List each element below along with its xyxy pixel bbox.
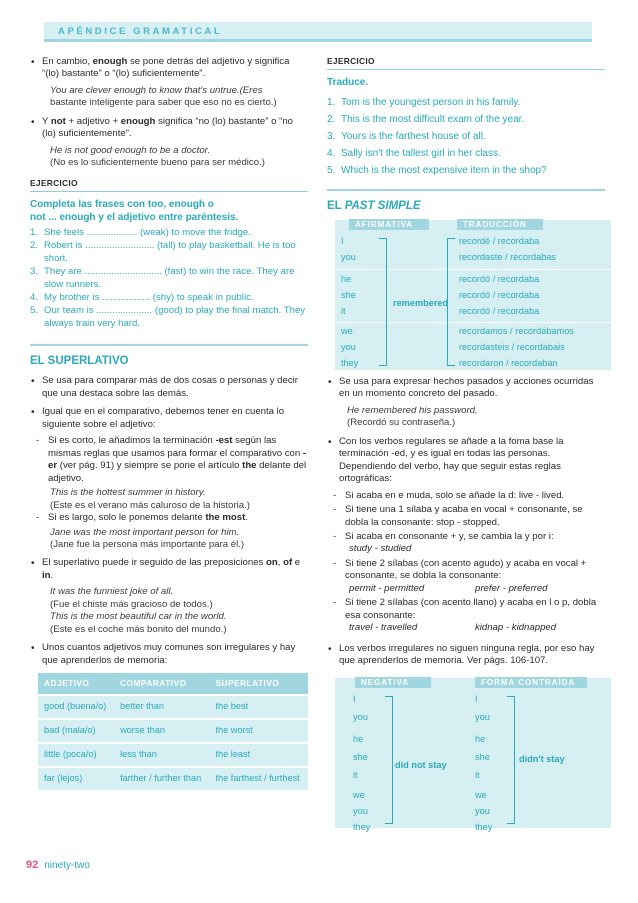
enough-rule-2: • Y not + adjetivo + enough significa “no (lo) bastante” o “no (lo) suficientemente”. (30, 116, 308, 141)
translation: recordó / recordaba (459, 273, 540, 284)
enough-example-2: He is not good enough to be a doctor. (50, 144, 211, 156)
superlative-example-2: Jane was the most important person for him. (50, 526, 240, 538)
pronoun: you (341, 341, 356, 352)
left-brace (385, 696, 393, 824)
table-row (38, 694, 308, 718)
past-example-1: He remembered his password. (347, 404, 478, 416)
pronoun: I (353, 693, 356, 704)
spelling-rule: - Si tiene 2 sílabas (con acento llano) y acaba en l o p, dobla esa consonante: travel - travelled kidnap - kidnapped (333, 597, 597, 634)
table-cell: the worst (209, 718, 308, 742)
irregular-superlatives-table (38, 673, 308, 790)
table-cell: less than (114, 742, 209, 766)
exercise-item: 2. This is the most difficult exam of the year. (327, 113, 525, 125)
superlative-rule-1: • Se usa para comparar más de dos cosas o personas y decir que una destaca sobre las demás. (30, 375, 308, 400)
pronoun: you (475, 711, 490, 722)
verb-form: remembered (393, 297, 449, 308)
past-rule-3: • Los verbos irregulares no siguen ninguna regla, por eso hay que aprenderlos de memoria. Ver págs. 106-107. (327, 643, 605, 668)
superlative-translation-3: (Fue el chiste más gracioso de todos.) (50, 598, 213, 610)
spelling-rule: - Si tiene 2 sílabas (con acento agudo) y acaba en vocal + consonante, se dobla la consonante: permit - permitted prefer - preferred (333, 557, 587, 594)
exercise-item: 4. Sally isn't the tallest girl in her class. (327, 147, 501, 159)
superlative-example-1: This is the hottest summer in history. (50, 487, 206, 499)
pronoun: they (353, 821, 371, 832)
table-row (38, 742, 308, 766)
table-cell: farther / further than (114, 766, 209, 790)
table-cell: little (poca/o) (38, 742, 114, 766)
spelling-rule: - Si acaba en e muda, solo se añade la d: live - lived. (333, 489, 565, 501)
superlative-rule-2: • Igual que en el comparativo, debemos tener en cuenta lo siguiente sobre el adjetivo: (30, 406, 308, 431)
exercise-item: 5. Which is the most expensive item in the shop? (327, 164, 547, 176)
translation: recordó / recordaba (459, 305, 540, 316)
exercise-item: 3. They are ............................. (fast) to win the race. They are slow runners. (30, 266, 295, 290)
table-cell: bad (mala/o) (38, 718, 114, 742)
column-header: SUPERLATIVO (209, 673, 308, 694)
contracted-form-tab: FORMA CONTRAÍDA (475, 677, 587, 688)
past-simple-title: EL PAST SIMPLE (327, 189, 605, 214)
pronoun: it (353, 769, 358, 780)
pronoun: we (341, 325, 353, 336)
pronoun: it (475, 769, 480, 780)
past-translation-1: (Recordó su contraseña.) (347, 417, 456, 429)
right-brace (447, 238, 455, 366)
pronoun: she (353, 751, 368, 762)
pronoun: they (475, 821, 493, 832)
pronoun: I (341, 235, 344, 246)
negative-verb-form: did not stay (395, 759, 447, 770)
negative-table (335, 677, 611, 832)
superlative-translation-2: (Jane fue la persona más importante para él.) (50, 538, 245, 550)
affirmative-tab: AFIRMATIVA (349, 219, 429, 230)
pronoun: you (475, 805, 490, 816)
exercise-list-right (327, 95, 605, 179)
table-cell: the farthest / furthest (209, 766, 308, 790)
table-row (38, 766, 308, 790)
pronoun: you (341, 251, 356, 262)
pronoun: he (475, 733, 486, 744)
superlative-translation-1: (Este es el verano más caluroso de la historia.) (50, 499, 250, 511)
appendix-title: APÉNDICE GRAMATICAL (58, 26, 223, 37)
exercise-instruction-right: Traduce. (327, 76, 369, 88)
superlative-example-4: This is the most beautiful car in the world. (50, 611, 227, 623)
pronoun: we (475, 789, 487, 800)
table-header-row (38, 673, 308, 694)
pronoun: I (475, 693, 478, 704)
column-header: COMPARATIVO (114, 673, 209, 694)
exercise-instruction-1: Completa las frases con too, enough o (30, 198, 214, 210)
left-column (30, 56, 308, 790)
spelling-rule: - Si acaba en consonante + y, se cambia la y por i: study - studied (333, 531, 554, 555)
negative-tab: NEGATIVA (355, 677, 431, 688)
column-header: ADJETIVO (38, 673, 114, 694)
table-cell: the best (209, 694, 308, 718)
exercise-label-right: EJERCICIO (327, 56, 605, 70)
exercise-instruction-2: not ... enough y el adjetivo entre paréntesis. (30, 211, 239, 223)
table-cell: far (lejos) (38, 766, 114, 790)
table-cell: worse than (114, 718, 209, 742)
exercise-item: 4. My brother is .................. (shy) to speak in public. (30, 292, 254, 304)
translation: recordé / recordaba (459, 235, 540, 246)
exercise-item: 1. She feels ................... (weak) to move the fridge. (30, 226, 251, 238)
translation-tab: TRADUCCIÓN (457, 219, 543, 230)
enough-example-1: You are clever enough to know that's untrue.(Eres (50, 84, 263, 96)
translation: recordaron / recordaban (459, 357, 558, 368)
exercise-item: 3. Yours is the farthest house of all. (327, 130, 486, 142)
affirmative-table (335, 220, 611, 370)
contracted-verb-form: didn't stay (519, 753, 565, 764)
superlative-example-3: It was the funniest joke of all. (50, 586, 174, 598)
pronoun: they (341, 357, 359, 368)
superlative-rule-3: • El superlativo puede ir seguido de las preposiciones on, of e in. (30, 557, 308, 582)
superlative-translation-4: (Este es el coche más bonito del mundo.) (50, 623, 227, 635)
pronoun: it (341, 305, 346, 316)
superlative-subrule-1: - Si es corto, le añadimos la terminación -est según las mismas reglas que usamos para formar el comparativo con -er (ver pág. 91) y siempre se pone el artículo the delante del adjetivo. (36, 435, 307, 484)
exercise-list-left (30, 227, 308, 331)
table-cell: good (buena/o) (38, 694, 114, 718)
exercise-item: 5. Our team is ..................... (good) to play the final match. They always train very hard. (30, 305, 306, 329)
pronoun: you (353, 711, 368, 722)
exercise-item: 1. Tom is the youngest person in his family. (327, 96, 521, 108)
appendix-header (44, 22, 592, 42)
pronoun: he (341, 273, 352, 284)
superlative-subrule-2: - Si es largo, solo le ponemos delante the most. (36, 512, 248, 524)
pronoun: we (353, 789, 365, 800)
table-cell: the least (209, 742, 308, 766)
past-rule-1: • Se usa para expresar hechos pasados y acciones ocurridas en un momento concreto del pasado. (327, 376, 605, 401)
exercise-item: 2. Robert is .......................... (tall) to play basketball. He is too short. (30, 240, 296, 264)
left-brace (379, 238, 387, 366)
page-number: 92 (26, 859, 39, 871)
pronoun: you (353, 805, 368, 816)
pronoun: she (341, 289, 356, 300)
superlative-rule-4: • Unos cuantos adjetivos muy comunes son irregulares y hay que aprenderlos de memoria: (30, 642, 308, 667)
enough-translation-2: (No es lo suficientemente bueno para ser médico.) (50, 157, 265, 169)
page-footer (26, 858, 90, 872)
pronoun: he (353, 733, 364, 744)
superlative-title: EL SUPERLATIVO (30, 344, 308, 369)
table-row (38, 718, 308, 742)
enough-translation-1: bastante inteligente para saber que eso no es cierto.) (50, 97, 277, 109)
translation: recordaste / recordabas (459, 251, 557, 262)
spelling-rule: - Si tiene una 1 sílaba y acaba en vocal + consonante, se dobla la consonante: stop - stopped. (333, 504, 583, 528)
translation: recordasteis / recordabais (459, 341, 565, 352)
table-cell: better than (114, 694, 209, 718)
translation: recordamos / recordábamos (459, 325, 574, 336)
translation: recordó / recordaba (459, 289, 540, 300)
pronoun: she (475, 751, 490, 762)
right-column (327, 56, 605, 832)
past-rule-2: • Con los verbos regulares se añade a la foma base la terminación -ed, y es igual en todas las personas. Dependiendo del verbo, hay que seguir estas reglas ortográficas: (327, 436, 605, 486)
left-brace (507, 696, 515, 824)
exercise-label-left: EJERCICIO (30, 178, 308, 192)
page-number-words: ninety-two (44, 860, 90, 871)
enough-rule-1: • En cambio, enough se pone detrás del adjetivo y significa “(lo) bastante” o “(lo) suficientemente”. (30, 56, 308, 81)
